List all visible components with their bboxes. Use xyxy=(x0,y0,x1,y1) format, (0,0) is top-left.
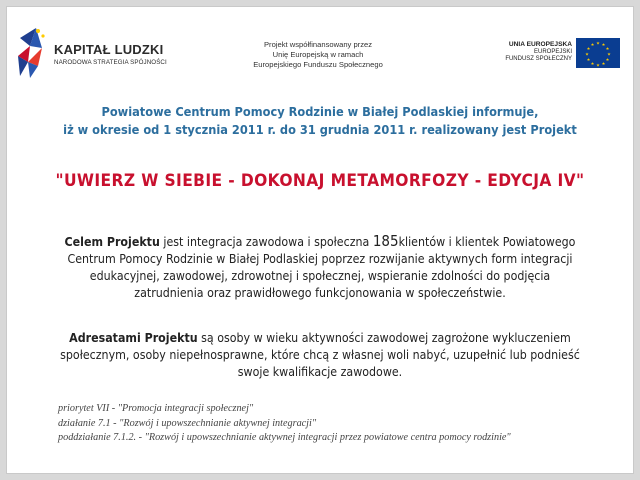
goal-line: edukacyjnej, zawodowej, zdrowotnej i społecznej, wspieranie zdolności do podjęcia xyxy=(89,269,551,283)
target-line: swoje kwalifikacje zawodowe. xyxy=(237,365,403,379)
kapital-ludzki-star-icon xyxy=(16,26,50,78)
svg-text:★: ★ xyxy=(585,51,589,57)
project-title: "UWIERZ W SIEBIE - DOKONAJ METAMORFOZY - EDYCJA IV" xyxy=(55,171,585,190)
intro-announcement xyxy=(26,103,615,139)
target-line xyxy=(32,330,608,347)
intro-line: Powiatowe Centrum Pomocy Rodzinie w Białej Podlaskiej informuje, xyxy=(101,104,539,119)
goal-text: klientów i klientek Powiatowego xyxy=(398,235,576,249)
eu-logo xyxy=(498,38,624,70)
kapital-ludzki-title: KAPITAŁ LUDZKI xyxy=(54,42,164,57)
cofinancing-line: Projekt współfinansowany przez xyxy=(263,40,373,49)
eu-line: EUROPEJSKI xyxy=(533,48,572,55)
cofinancing-line: Europejskiego Funduszu Społecznego xyxy=(253,60,383,69)
svg-text:★: ★ xyxy=(586,57,591,63)
subaction-line: poddziałanie 7.1.2. - "Rozwój i upowszechnianie aktywnej integracji przez powiatowe centra pomocy rodzinie" xyxy=(58,432,511,443)
cofinancing-note xyxy=(238,40,398,70)
goal-lead: Celem Projektu xyxy=(64,235,160,249)
client-count: 185 xyxy=(372,232,399,250)
svg-text:★: ★ xyxy=(596,40,600,46)
eu-title: UNIA EUROPEJSKA xyxy=(508,41,572,48)
svg-text:★: ★ xyxy=(586,46,591,52)
svg-text:★: ★ xyxy=(605,46,610,52)
svg-text:★: ★ xyxy=(601,42,606,48)
target-text: są osoby w wieku aktywności zawodowej zagrożone wykluczeniem xyxy=(197,331,571,345)
cofinancing-line: Unię Europejską w ramach xyxy=(272,50,364,59)
goal-line xyxy=(32,233,608,251)
kapital-ludzki-logo xyxy=(16,26,186,78)
eu-flag-icon xyxy=(576,38,620,68)
target-line: społecznym, osoby niepełnosprawne, które chcą z własnej woli nabyć, uzupełnić lub podnieść xyxy=(60,348,580,362)
project-goal-paragraph xyxy=(32,233,608,302)
eu-line: FUNDUSZ SPOŁECZNY xyxy=(505,56,572,62)
svg-text:★: ★ xyxy=(601,61,606,67)
goal-text: jest integracja zawodowa i społeczna xyxy=(159,235,373,249)
program-references xyxy=(58,402,628,446)
action-line: działanie 7.1 - "Rozwój i upowszechnianie aktywnej integracji" xyxy=(58,417,317,429)
svg-text:★: ★ xyxy=(605,57,610,63)
kapital-ludzki-subtitle: NARODOWA STRATEGIA SPÓJNOŚCI xyxy=(54,59,167,66)
eu-logo-text xyxy=(505,41,572,64)
project-target-paragraph xyxy=(32,330,608,381)
goal-line: Centrum Pomocy Rodzinie w Białej Podlaskiej poprzez rozwijanie aktywnych form integracji xyxy=(67,252,573,266)
priority-line: priorytet VII - "Promocja integracji społecznej" xyxy=(58,403,254,414)
svg-text:★: ★ xyxy=(596,62,600,68)
svg-text:★: ★ xyxy=(607,51,611,57)
goal-line: zatrudnienia oraz prawidłowego funkcjonowania w społeczeństwie. xyxy=(134,286,506,300)
svg-text:★: ★ xyxy=(590,61,595,67)
target-lead: Adresatami Projektu xyxy=(69,331,198,345)
intro-line: iż w okresie od 1 stycznia 2011 r. do 31 grudnia 2011 r. realizowany jest Projekt xyxy=(63,122,577,137)
svg-text:★: ★ xyxy=(590,42,595,48)
